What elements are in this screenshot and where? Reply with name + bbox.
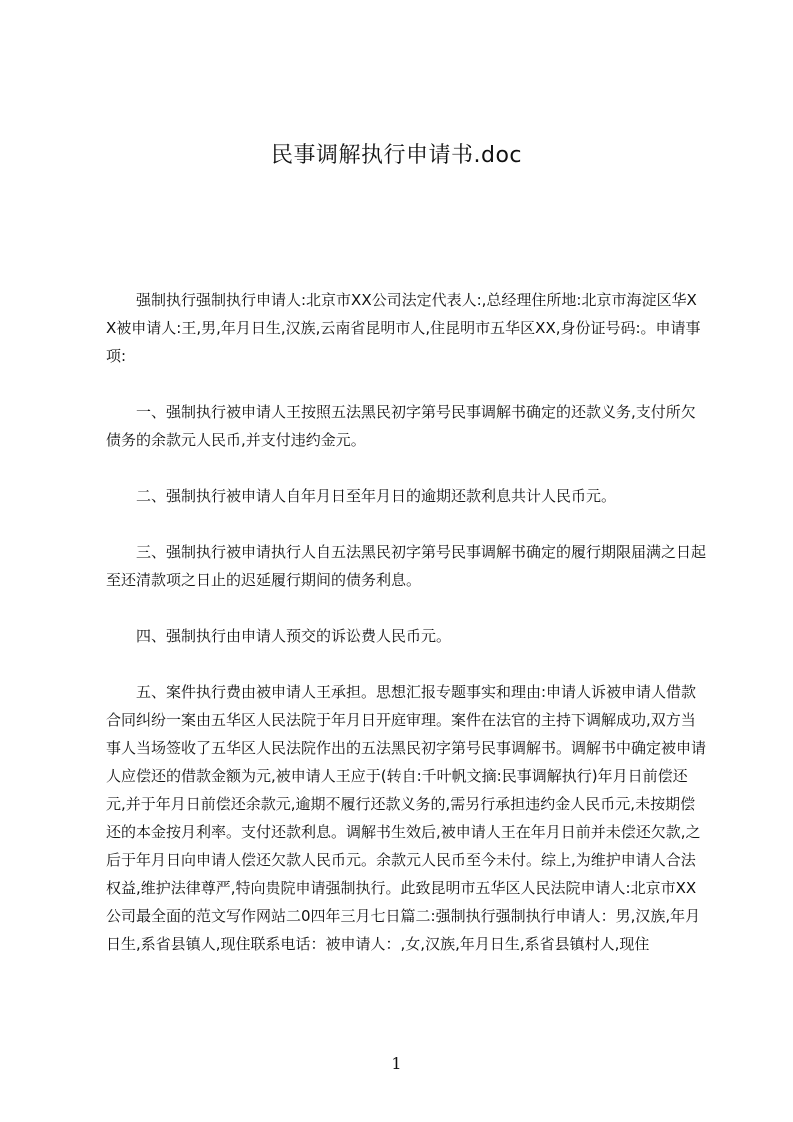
paragraph-spacer [106,370,706,398]
document-title: 民事调解执行申请书.doc [270,143,522,168]
paragraph-spacer [106,454,706,482]
paragraph-spacer [106,650,706,678]
paragraph-request-2: 二、强制执行被申请人自年月日至年月日的逾期还款利息共计人民币元。 [136,487,617,505]
paragraph-request-1: 一、强制执行被申请人王按照五法黑民初字第号民事调解书确定的还款义务,支付所欠债务的余款元人民币,并支付违约金元。 [106,403,696,449]
paragraph-request-5-facts-reasons: 五、案件执行费由被申请人王承担。思想汇报专题事实和理由:申请人诉被申请人借款合同纠纷一案由五华区人民法院于年月日开庭审理。案件在法官的主持下调解成功,双方当事人当场签收了五华区人民法院作出的五法黑民初字第号民事调解书。调解书中确定被申请人应偿还的借款金额为元,被申请人王应于(转自:千叶帆文摘:民事调解执行)年月日前偿还元,并于年月日前偿还余款元,逾期不履行还款义务的,需另行承担违约金人民币元,未按期偿还的本金按月利率。支付还款利息。调解书生效后,被申请人王在年月日前并未偿还欠款,之后于年月日向申请人偿还欠款人民币元。余款元人民币至今未付。综上,为维护申请人合法权益,维护法律尊严,特向贵院申请强制执行。此致昆明市五华区人民法院申请人:北京市XX公司最全面的范文写作网站二0四年三月七日篇二:强制执行强制执行申请人：男,汉族,年月日生,系省县镇人,现住联系电话：被申请人：,女,汉族,年月日生,系省县镇村人,现住 [106,683,707,953]
page-number: 1 [391,1054,402,1073]
document-body [106,286,706,958]
paragraph-spacer [106,594,706,622]
paragraph-request-4: 四、强制执行由申请人预交的诉讼费人民币元。 [136,627,452,645]
paragraph-request-3: 三、强制执行被申请执行人自五法黑民初字第号民事调解书确定的履行期限届满之日起至还清款项之日止的迟延履行期间的债务利息。 [106,543,707,589]
paragraph-applicant-info: 强制执行强制执行申请人:北京市XX公司法定代表人:,总经理住所地:北京市海淀区华XX被申请人:王,男,年月日生,汉族,云南省昆明市人,住昆明市五华区XX,身份证号码:。申请事项: [106,291,701,365]
paragraph-spacer [106,510,706,538]
